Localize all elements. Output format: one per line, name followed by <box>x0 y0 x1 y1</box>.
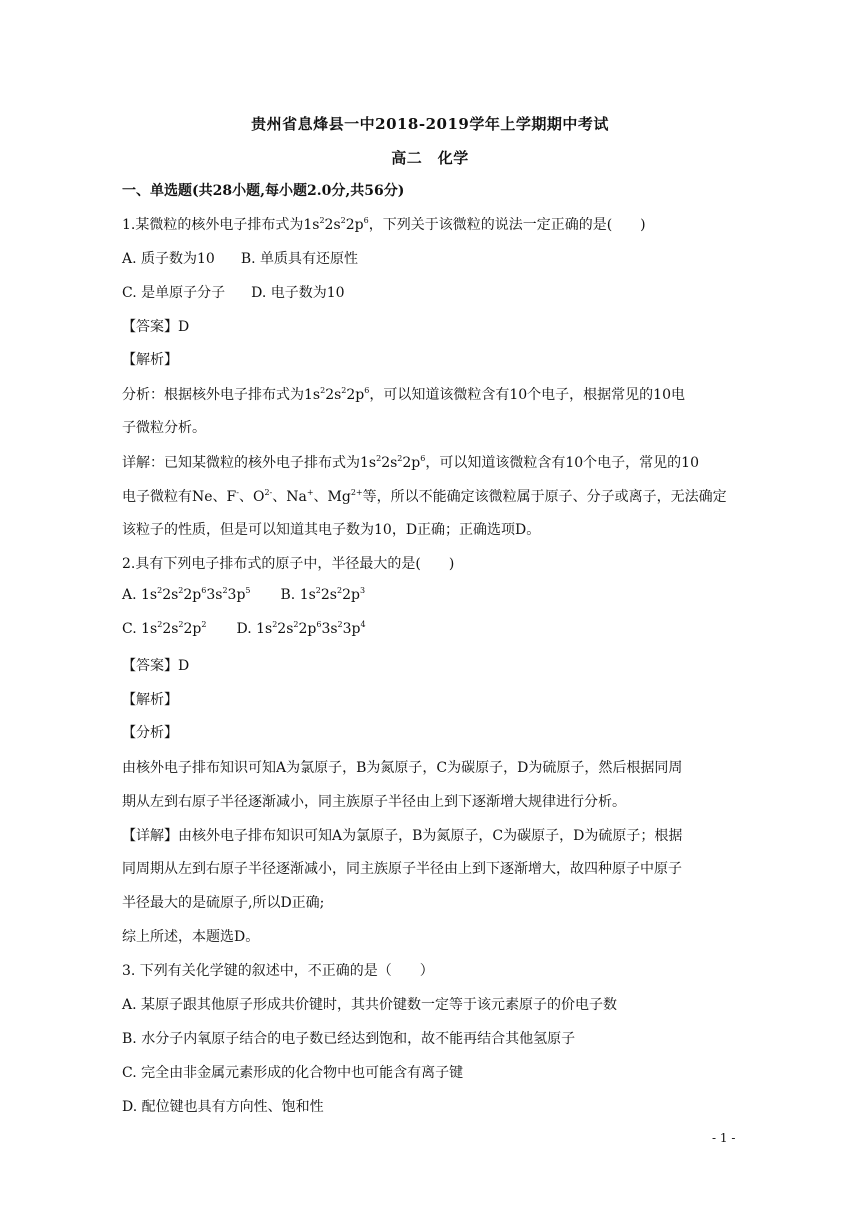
q3-option-b: B. 水分子内氧原子结合的电子数已经达到饱和，故不能再结合其他氢原子 <box>122 1031 576 1047</box>
q1-xiangjie-line1: 详解：已知某微粒的核外电子排布式为$1s^22s^22p^6$，可以知道该微粒含有10个电子，常见的10 <box>122 454 699 471</box>
q1-stem: 1.某微粒的核外电子排布式为$1s^22s^22p^6$，下列关于该微粒的说法一定正确的是( ) <box>122 216 646 233</box>
document-subtitle: 高二 化学 <box>391 149 469 167</box>
q3-stem: 3. 下列有关化学键的叙述中，不正确的是（ ） <box>122 963 434 979</box>
q2-stem: 2.具有下列电子排布式的原子中，半径最大的是( ) <box>122 556 455 572</box>
q3-option-a: A. 某原子跟其他原子形成共价键时，其共价键数一定等于该元素原子的价电子数 <box>122 997 618 1013</box>
q2-fenxi-label: 【分析】 <box>122 725 178 741</box>
q2-xiangjie-line2: 同周期从左到右原子半径逐渐减小，同主族原子半径由上到下逐渐增大，故四种原子中原子 <box>122 861 682 877</box>
q1-options-ab: A. 质子数为10 B. 单质具有还原性 <box>122 251 359 267</box>
q2-fenxi-line2: 期从左到右原子半径逐渐减小，同主族原子半径由上到下逐渐增大规律进行分析。 <box>122 794 626 810</box>
q1-fenxi-line1: 分析：根据核外电子排布式为$1s^22s^22p^6$，可以知道该微粒含有10个电子，根据常见的10电 <box>122 386 685 403</box>
q2-options-cd: C. $1s^22s^22p^2$ D. $1s^22s^22p^63s^23p^4$ <box>122 620 366 637</box>
q1-answer: 【答案】D <box>122 319 190 335</box>
q1-fenxi-line2: 子微粒分析。 <box>122 420 206 436</box>
q3-option-c: C. 完全由非金属元素形成的化合物中也可能含有离子键 <box>122 1065 464 1081</box>
q2-fenxi-line1: 由核外电子排布知识可知A为氯原子，B为氮原子，C为碳原子，D为硫原子，然后根据同周 <box>122 760 683 776</box>
section-heading: 一、单选题(共28小题,每小题2.0分,共56分) <box>122 183 405 199</box>
q2-options-ab: A. $1s^22s^22p^63s^23p^5$ B. $1s^22s^22p^3$ <box>122 586 366 603</box>
q2-analysis-label: 【解析】 <box>122 692 178 708</box>
q1-xiangjie-line3: 该粒子的性质，但是可以知道其电子数为10，D正确；正确选项D。 <box>122 522 541 538</box>
document-title: 贵州省息烽县一中2018-2019学年上学期期中考试 <box>251 115 609 133</box>
q2-answer: 【答案】D <box>122 658 190 674</box>
q3-option-d: D. 配位键也具有方向性、饱和性 <box>122 1099 324 1115</box>
q2-xiangjie-line1: 【详解】由核外电子排布知识可知A为氯原子，B为氮原子，C为碳原子，D为硫原子；根据 <box>122 828 683 844</box>
q1-xiangjie-line2: 电子微粒有Ne、F-、$O^{2-}$、Na+、$Mg^{2+}$等，所以不能确定该微粒属于原子、分子或离子，无法确定 <box>122 488 727 505</box>
page-number: - 1 - <box>712 1131 736 1145</box>
q2-summary: 综上所述，本题选D。 <box>122 929 260 945</box>
q2-xiangjie-line3: 半径最大的是硫原子,所以D正确; <box>122 895 325 911</box>
q1-analysis-label: 【解析】 <box>122 352 178 368</box>
q1-options-cd: C. 是单原子分子 D. 电子数为10 <box>122 285 345 301</box>
